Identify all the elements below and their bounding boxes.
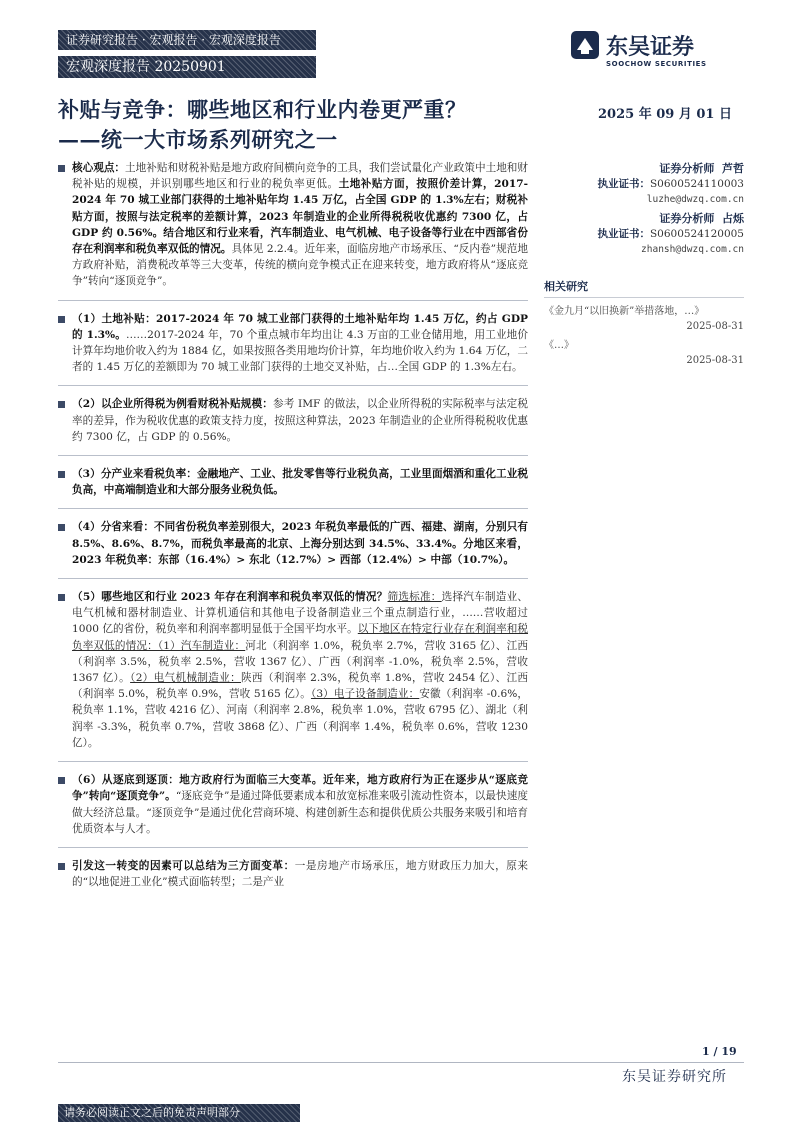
point-1-bold: （1）土地补贴：2017-2024 年 70 城工业部门获得的土地补贴年均 1.45 万亿，约占 GDP 的 1.3%。	[72, 312, 528, 341]
point-6-bold: （6）从逐底到逐顶：地方政府行为面临三大变革。近年来，地方政府行为正在逐步从“逐底竞争”转向“逐顶竞争”。	[72, 774, 528, 803]
core-view-text3: 具体见 2.2.4。近年来，面临房地产市场承压、“反内卷”规范地方政府补贴，消费税改革等三大变革，传统的横向竞争模式正在迎来转变，地方政府将从“逐底竞争”转向“逐顶竞争”。	[72, 243, 529, 288]
bullet-square-icon	[58, 863, 65, 870]
point-3-bold: （3）分产业来看税负率：金融地产、工业、批发零售等行业税负高，工业里面烟酒和重化工业税负高，中高端制造业和大部分服务业税负低。	[72, 468, 528, 497]
point-5-electric-label: （2）电气机械制造业：	[130, 672, 241, 685]
analyst-email[interactable]: luzhe@dwzq.com.cn	[646, 194, 744, 205]
summary-column	[58, 160, 528, 890]
point-6-paragraph	[58, 772, 528, 837]
analyst-name: 占烁	[722, 212, 744, 225]
divider	[58, 455, 528, 456]
analyst-heading	[544, 210, 744, 226]
point-5-criteria-label: 筛选标准：	[387, 591, 442, 604]
point-5-paragraph	[58, 589, 528, 751]
logo-en-text: SOOCHOW SECURITIES	[606, 60, 707, 68]
point-2-text: 参考 IMF 的做法，以企业所得税的实际税率与法定税率的差异，作为税收优惠的政策支持力度，按照这种算法，2023 年制造业的企业所得税税收优惠约 7300 亿，占 GDP 的 0.56%。	[72, 398, 528, 443]
cert-number: S0600524120005	[649, 228, 744, 240]
analyst-block	[544, 210, 744, 258]
point-2-paragraph	[58, 396, 528, 445]
bullet-square-icon	[58, 401, 65, 408]
bullet-square-icon	[58, 524, 65, 531]
core-view-text2: 土地补贴方面，按照价差计算，2017-2024 年 70 城工业部门获得的土地补贴年均 1.45 万亿，占全国 GDP 的 1.3%左右；财税补贴方面，按照与法定税率的差额计算，2023 年制造业的企业所得税税收优惠约 7300 亿，占 GDP 约 0.56%。结合地区和行业来看，汽车制造业、电气机械、电子设备等行业在中西部省份存在利润率和税负率双低的情况。	[72, 178, 528, 256]
related-report-date: 2025-08-31	[686, 355, 744, 366]
divider	[58, 847, 528, 848]
page-number: 1 / 19	[702, 1045, 737, 1058]
report-subtitle: ——统一大市场系列研究之一	[58, 127, 338, 152]
analyst-role: 证券分析师	[659, 162, 715, 175]
bullet-square-icon	[58, 594, 65, 601]
cert-label: 执业证书：	[597, 228, 650, 240]
divider	[58, 578, 528, 579]
analyst-name: 芦哲	[722, 162, 744, 175]
related-report-date: 2025-08-31	[686, 321, 744, 332]
bullet-square-icon	[58, 471, 65, 478]
point-4-paragraph	[58, 519, 528, 568]
analyst-block	[544, 160, 744, 208]
point-5-text1: 选择汽车制造业、电气机械和器材制造业、计算机通信和其他电子设备制造业三个重点制造行业，……营收超过 1000 亿的省份，税负率和利润率都明显低于全国平均水平。	[72, 591, 529, 636]
bullet-square-icon	[58, 316, 65, 323]
core-view-text1: 土地补贴和财税补贴是地方政府间横向竞争的工具，我们尝试量化产业政策中土地和财税补贴的规模，并识别哪些地区和行业的税负率更低。	[72, 162, 529, 191]
soochow-logo-icon	[570, 30, 600, 60]
report-type-banner: 宏观深度报告 20250901	[58, 56, 316, 78]
point-6-text: “逐底竞争”是通过降低要素成本和放宽标准来吸引流动性资本，以最快速度做大经济总量。“逐顶竞争”是通过优化营商环境、构建创新生态和提供优质公共服务来吸引和培育优质资本与人才。	[72, 790, 528, 835]
point-7-paragraph	[58, 858, 528, 890]
footer-institute: 东吴证券研究所	[622, 1069, 727, 1085]
analyst-heading	[544, 160, 744, 176]
point-7-bold: 引发这一转变的因素可以总结为三方面变革：	[72, 859, 295, 872]
analyst-cert	[544, 176, 744, 192]
disclaimer-banner: 请务必阅读正文之后的免责声明部分	[58, 1104, 300, 1122]
point-5-text4: 安徽（利润率 -0.6%，税负率 1.1%，营收 4216 亿）、河南（利润率 2.8%，税负率 1.0%，营收 6795 亿）、湖北（利润率 -3.3%，税负率 0.7%，营收 3868 亿）、广西（利润率 1.4%，税负率 0.6%，营收 1230 亿）。	[72, 688, 528, 749]
point-5-text3: 陕西（利润率 2.3%，税负率 1.8%，营收 2454 亿）、江西（利润率 5.0%，税负率 0.9%，营收 5165 亿）。	[72, 672, 528, 701]
divider	[58, 385, 528, 386]
company-logo	[570, 30, 740, 70]
report-title: 补贴与竞争：哪些地区和行业内卷更严重？	[58, 97, 467, 122]
breadcrumb: 证券研究报告 · 宏观报告 · 宏观深度报告	[58, 30, 316, 50]
bullet-square-icon	[58, 777, 65, 784]
related-report-link[interactable]: 《…》	[544, 340, 574, 351]
divider	[58, 761, 528, 762]
point-4-bold: （4）分省来看：不同省份税负率差别很大，2023 年税负率最低的广西、福建、湖南，分别只有 8.5%、8.6%、8.7%，而税负率最高的北京、上海分别达到 34.5%、33.4%。分地区来看，2023 年税负率：东部（16.4%）> 东北（12.7%）> 西部（12.4%）> 中部（10.7%）。	[72, 521, 528, 566]
point-3-paragraph	[58, 466, 528, 498]
analyst-email[interactable]: zhansh@dwzq.com.cn	[641, 244, 744, 255]
divider	[58, 508, 528, 509]
point-2-bold: （2）以企业所得税为例看财税补贴规模：	[72, 398, 273, 411]
point-1-paragraph	[58, 311, 528, 376]
related-research-heading: 相关研究	[544, 278, 744, 298]
point-5-bold: （5）哪些地区和行业 2023 年存在利润率和税负率双低的情况？	[72, 591, 388, 604]
cert-number: S0600524110003	[649, 178, 744, 190]
point-1-text: ……2017-2024 年，70 个重点城市年均出让 4.3 万亩的工业仓储用地，用工业地价计算年均地价收入约为 1884 亿，如果按照各类用地均价计算，年均地价收入约为 1.64 万亿，二者的 1.45 万亿的差额即为 70 城工业部门获得的土地交叉补贴，占…全国 GDP 的 1.3%左右。	[72, 328, 529, 374]
point-5-electronics-label: （3）电子设备制造业：	[310, 688, 420, 701]
cert-label: 执业证书：	[597, 178, 650, 190]
core-view-lead: 核心观点：	[72, 162, 126, 174]
divider	[58, 300, 528, 301]
point-5-text2: 河北（利润率 1.0%，税负率 2.7%，营收 3165 亿）、江西（利润率 3.5%，税负率 2.5%，营收 1367 亿）、广西（利润率 -1.0%，税负率 2.5%，营收 1367 亿）。	[72, 639, 528, 685]
logo-cn-text: 东吴证券	[606, 35, 695, 60]
report-date: 2025 年 09 月 01 日	[598, 107, 732, 122]
core-view-paragraph	[58, 160, 528, 290]
point-7-text: 一是房地产市场承压，地方财政压力加大，原来的“以地促进工业化”模式面临转型；二是产业	[72, 859, 528, 889]
point-5-auto-label: 以下地区在特定行业存在利润率和税负率双低的情况：（1）汽车制造业：	[72, 623, 529, 652]
analyst-cert	[544, 226, 744, 242]
bullet-square-icon	[58, 165, 65, 172]
analyst-role: 证券分析师	[659, 212, 715, 225]
related-report-link[interactable]: 《金九月“以旧换新”举措落地，…》	[544, 306, 705, 317]
footer-divider	[58, 1062, 744, 1063]
analyst-column	[544, 160, 744, 366]
